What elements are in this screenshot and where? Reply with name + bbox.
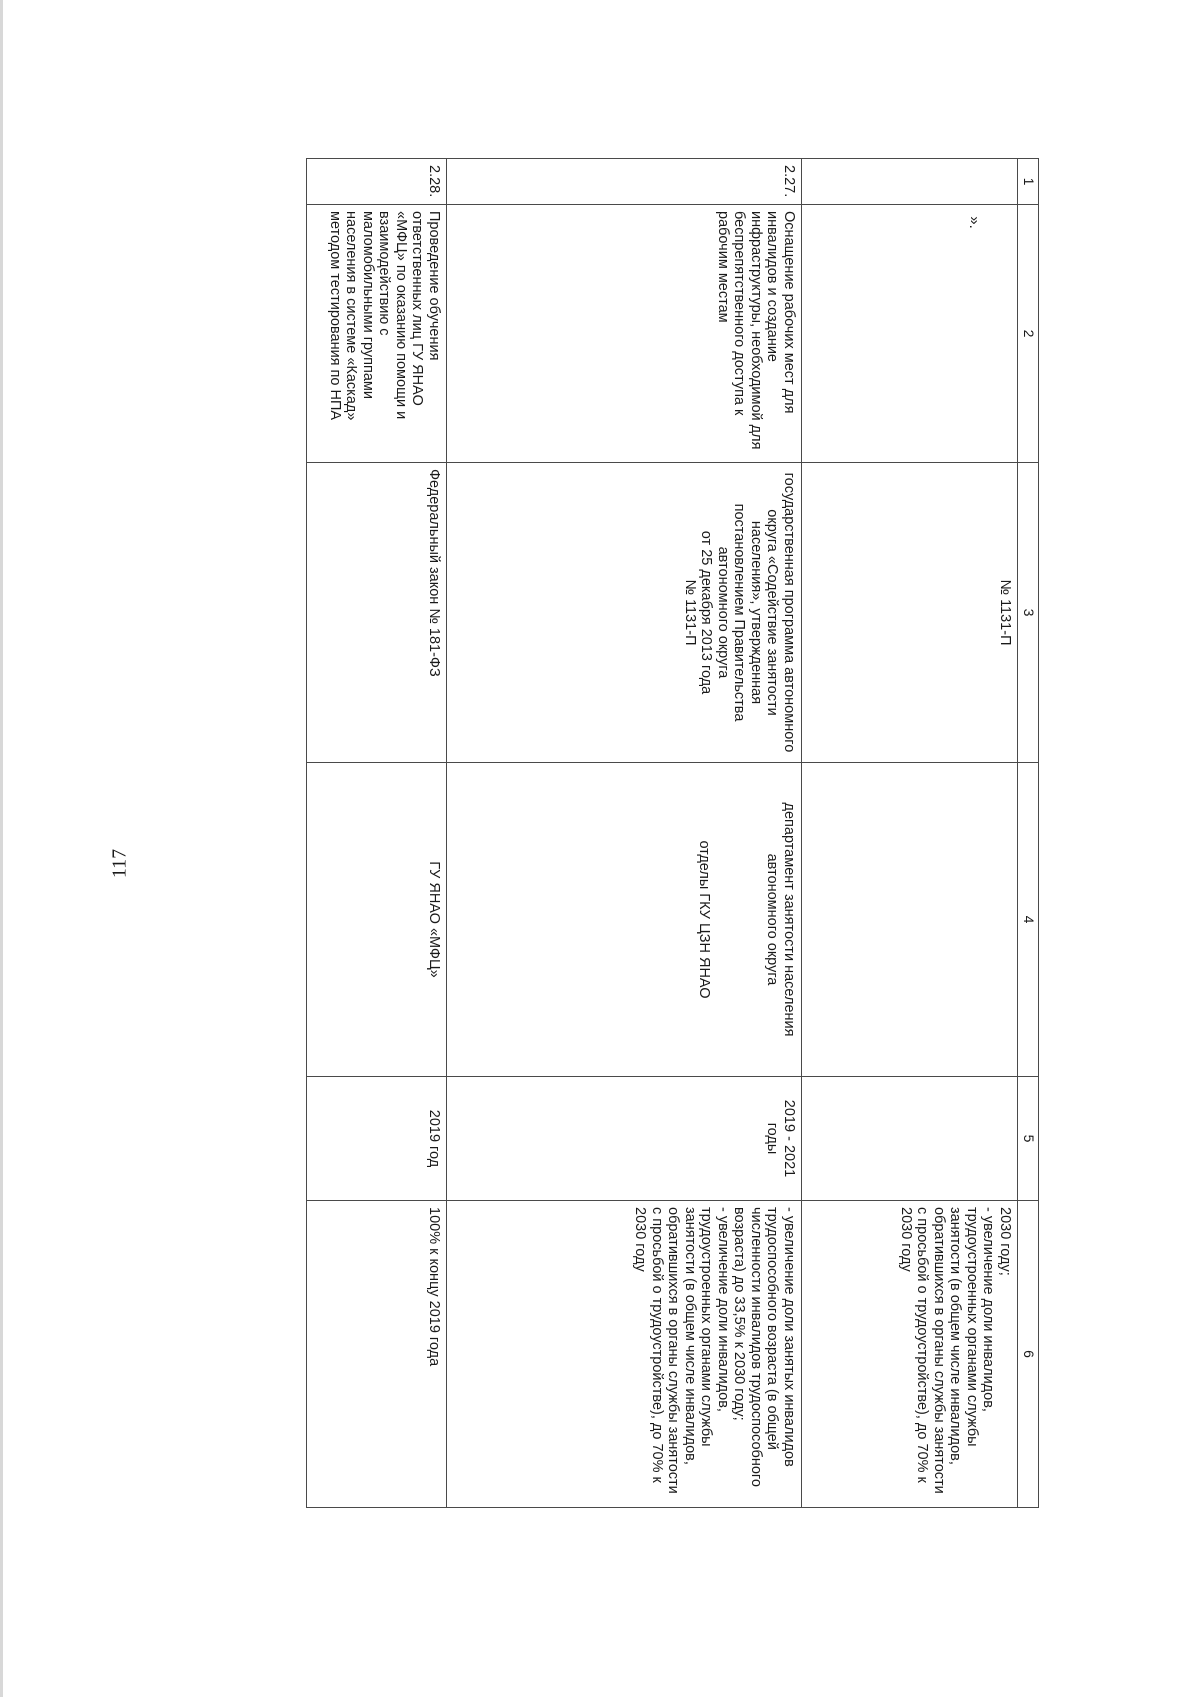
executor: ГУ ЯНАО «МФЦ»: [307, 763, 447, 1077]
executor: [802, 763, 1018, 1077]
table-row: [802, 159, 1018, 1508]
expected-result: 2030 году; - увеличение доли инвалидов, трудоустроенных органами службы занятости (в общем числе инвалидов, обратившихся в органы службы занятости с просьбой о трудоустройстве), до 70% к 2030 году: [802, 1201, 1018, 1508]
executor-sub: отделы ГКУ ЦЗН ЯНАО: [696, 840, 712, 999]
expected-result: - увеличение доли занятых инвалидов трудоспособного возраста (в общей численности инвалидов трудоспособного возраста) до 33,5% к 2030 году; - увеличение доли инвалидов, трудоустроенных органами службы занятости (в общем числе инвалидов, обратившихся в органы службы занятости с просьбой о трудоустройстве), до 70% к 2030 году: [447, 1201, 802, 1508]
rotated-table-container: [177, 158, 1039, 1507]
period: 2019 - 2021 годы: [447, 1077, 802, 1201]
table-row: [447, 159, 802, 1508]
column-number-row: [1018, 159, 1039, 1508]
page-number: 117: [108, 848, 131, 879]
period: 2019 год: [307, 1077, 447, 1201]
measures-table: [306, 158, 1039, 1508]
period: [802, 1077, 1018, 1201]
legal-basis: № 1131-П: [802, 463, 1018, 763]
expected-result: 100% к концу 2019 года: [307, 1201, 447, 1508]
measure-name: Оснащение рабочих мест для инвалидов и создание инфраструктуры, необходимой для беспрепятственного доступа к рабочим местам: [447, 205, 802, 463]
column-number: 6: [1018, 1201, 1039, 1508]
item-number: 2.28.: [307, 159, 447, 205]
executor-main: департамент занятости населения автономного округа: [764, 802, 797, 1037]
column-number: 3: [1018, 463, 1039, 763]
column-number: 2: [1018, 205, 1039, 463]
executor: [447, 763, 802, 1077]
item-number: [802, 159, 1018, 205]
item-number: 2.27.: [447, 159, 802, 205]
column-number: 4: [1018, 763, 1039, 1077]
column-number: 1: [1018, 159, 1039, 205]
measure-name: Проведение обучения ответственных лиц ГУ ЯНАО «МФЦ» по оказанию помощи и взаимодействию с маломобильными группами населения в системе «Каскад» методом тестирования по НПА: [307, 205, 447, 463]
legal-basis: государственная программа автономного округа «Содействие занятости населения», утвержденная постановлением Правительства автономного округа от 25 декабря 2013 года № 1131-П: [447, 463, 802, 763]
measure-name: [802, 205, 1018, 463]
legal-basis: Федеральный закон № 181-ФЗ: [307, 463, 447, 763]
table-row: [307, 159, 447, 1508]
scan-left-edge: [0, 0, 3, 1697]
closing-quote-mark: ».: [965, 216, 983, 229]
column-number: 5: [1018, 1077, 1039, 1201]
